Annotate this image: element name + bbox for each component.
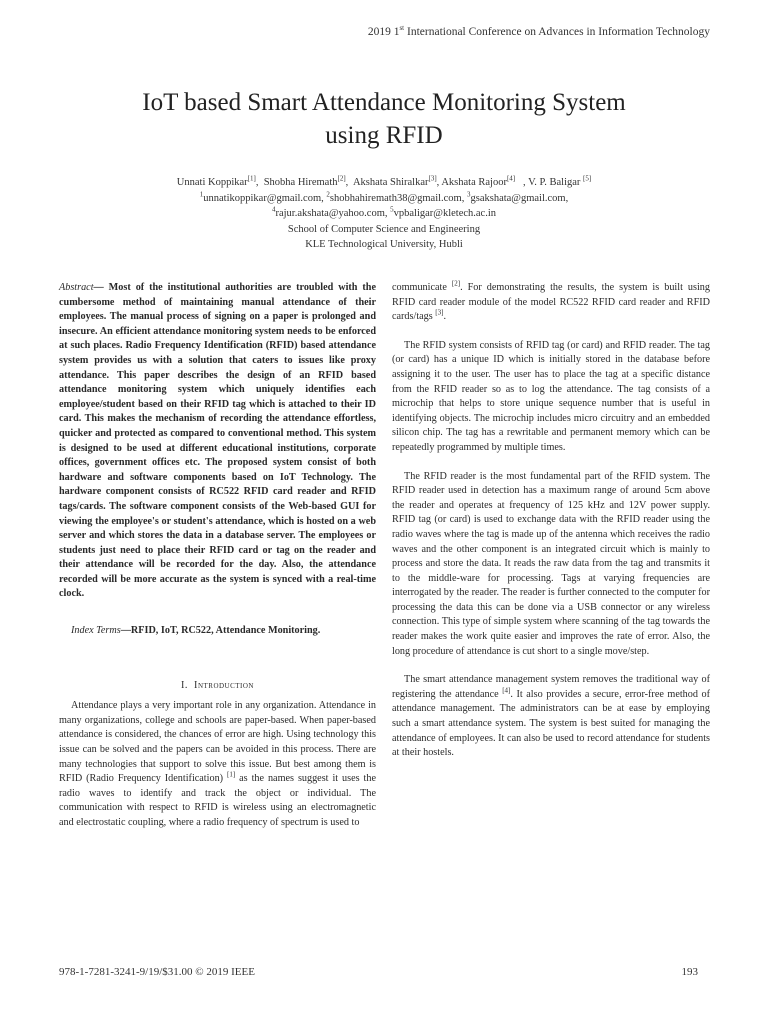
- author-block: [60, 175, 708, 253]
- university-name: KLE Technological University, Hubli: [305, 239, 463, 250]
- school-name: School of Computer Science and Engineering: [287, 223, 481, 235]
- paper-title: [60, 86, 708, 152]
- index-terms: Index Terms—RFID, IoT, RC522, Attendance Monitoring.: [71, 625, 321, 637]
- section-heading-introduction: I. Introduction: [181, 679, 254, 691]
- intro-paragraph: Attendance plays a very important role in any organization. Attendance in many organizations, college and schools are paper-based. When paper-based attendance is considered, the chances of error are high. Using technology this issue can be solved and the papers can be avoided in this process. There are many technologies that support to solve this issue. But best among them is RFID (Radio Frequency Identification) [1] as the names suggest it uses the radio waves to identify and track the object or individual. The communication with respect to RFID is wireless using an electromagnetic and electrostatic coupling, where a radio frequency of spectrum is used to: [59, 700, 377, 828]
- title-line-1: IoT based Smart Attendance Monitoring System: [142, 89, 626, 116]
- author-emails-line-1: $^1$unnatikoppikar@gmail.com, $^2$shobhahiremath38@gmail.com, $^3$gsakshata@gmail.com,: [199, 190, 569, 204]
- title-line-2: using RFID: [325, 122, 443, 149]
- right-column: [392, 281, 710, 761]
- abstract: Abstract— Most of the institutional authorities are troubled with the cumbersome method of maintaining manual attendance of their employees. The manual process of signing on a paper is prolonged and insecure. An efficient attendance monitoring system needs to be enforced at such places. Radio Frequency Identification (RFID) based attendance system provides us with a solution that caters to issues like proxy attendance. This paper describes the design of an RFID based attendance monitoring system which uniquely identifies each employee/student based on their RFID tag which is attached to their ID card. This makes the mechanism of recording the attendance effortless, quicker and protected as compared to conventional method. This system is designed to be used at different educational institutions, corporate offices, government offices etc. The proposed system consist of both hardware and software components based on IoT Technology. The hardware component consists of RC522 RFID card reader and RFID tags/cards. The software component consists of the Web-based GUI for viewing the employee's or student's attendance, which is hosted on a web server and which stores the data in a database server. The employees or students just need to place their RFID card or tag on the reader and their attendance will be recorded for the day. Also, the attendance recorded will be more accurate as the system is synced with a real-time clock.: [59, 282, 376, 600]
- right-paragraph-2: The RFID system consists of RFID tag (or card) and RFID reader. The tag (or card) has a unique ID which is initially stored in the database before assigning it to the user. The user has to place the tag at a specific distance from the RFID reader so as to log the attendance. The tag consists of a microchip that helps to store unique sequence number that is useful in identifying objects. The microchip includes micro circuitry and an embedded silicon chip. The tag has a rewritable and permanent memory which can be repeatedly programmed by multiple times.: [392, 339, 710, 453]
- right-paragraph-1: communicate [2]. For demonstrating the results, the system is built using RFID card reader module of the model RC522 RFID card reader and RFID cards/tags [3].: [392, 279, 710, 323]
- author-emails-line-2: $^4$rajur.akshata@yahoo.com, $^5$vpbaligar@kletech.ac.in: [271, 205, 496, 219]
- author-names: Unnati Koppikar[1], Shobha Hiremath[2], Akshata Shiralkar[3], Akshata Rajoor[4] , V. P. Baligar [5]: [176, 174, 592, 188]
- conference-header: 2019 1st International Conference on Advances in Information Technology: [367, 24, 710, 38]
- footer-isbn: 978-1-7281-3241-9/19/$31.00 © 2019 IEEE: [59, 966, 255, 978]
- right-paragraph-3: The RFID reader is the most fundamental part of the RFID system. The RFID reader used in detection has a maximum range of around 5cm above the reader and operates at frequency of 125 kHz and 12V power supply. RFID tag (or card) is used to exchange data with the RFID reader using the radio waves where the tag is made up of the antenna which receives the radio waves and the other component is an integrated circuit which is mainly to process and store the data. It reads the raw data from the tag and transmits it to the middle-ware for processing. Tags at varying frequencies are interrogated by the reader. The reader is further connected to the computer for processing the data this can be done via a USB connector or any wireless connection. This type of simple system where scanning of the tag towards the reader makes the work quite easier and improves the rate of error. Also, the long procedure of attendance is cut short to a single move/step.: [392, 470, 710, 657]
- page-number: 193: [681, 966, 698, 978]
- left-column: [59, 281, 376, 831]
- right-paragraph-4: The smart attendance management system removes the traditional way of registering the attendance [4]. It also provides a secure, error-free method of attendance management. The administrators can be at ease by employing such a smart attendance system. The system is best suited for managing the attendance of employees. It can also be used to record attendance for students at their hostels.: [392, 674, 711, 759]
